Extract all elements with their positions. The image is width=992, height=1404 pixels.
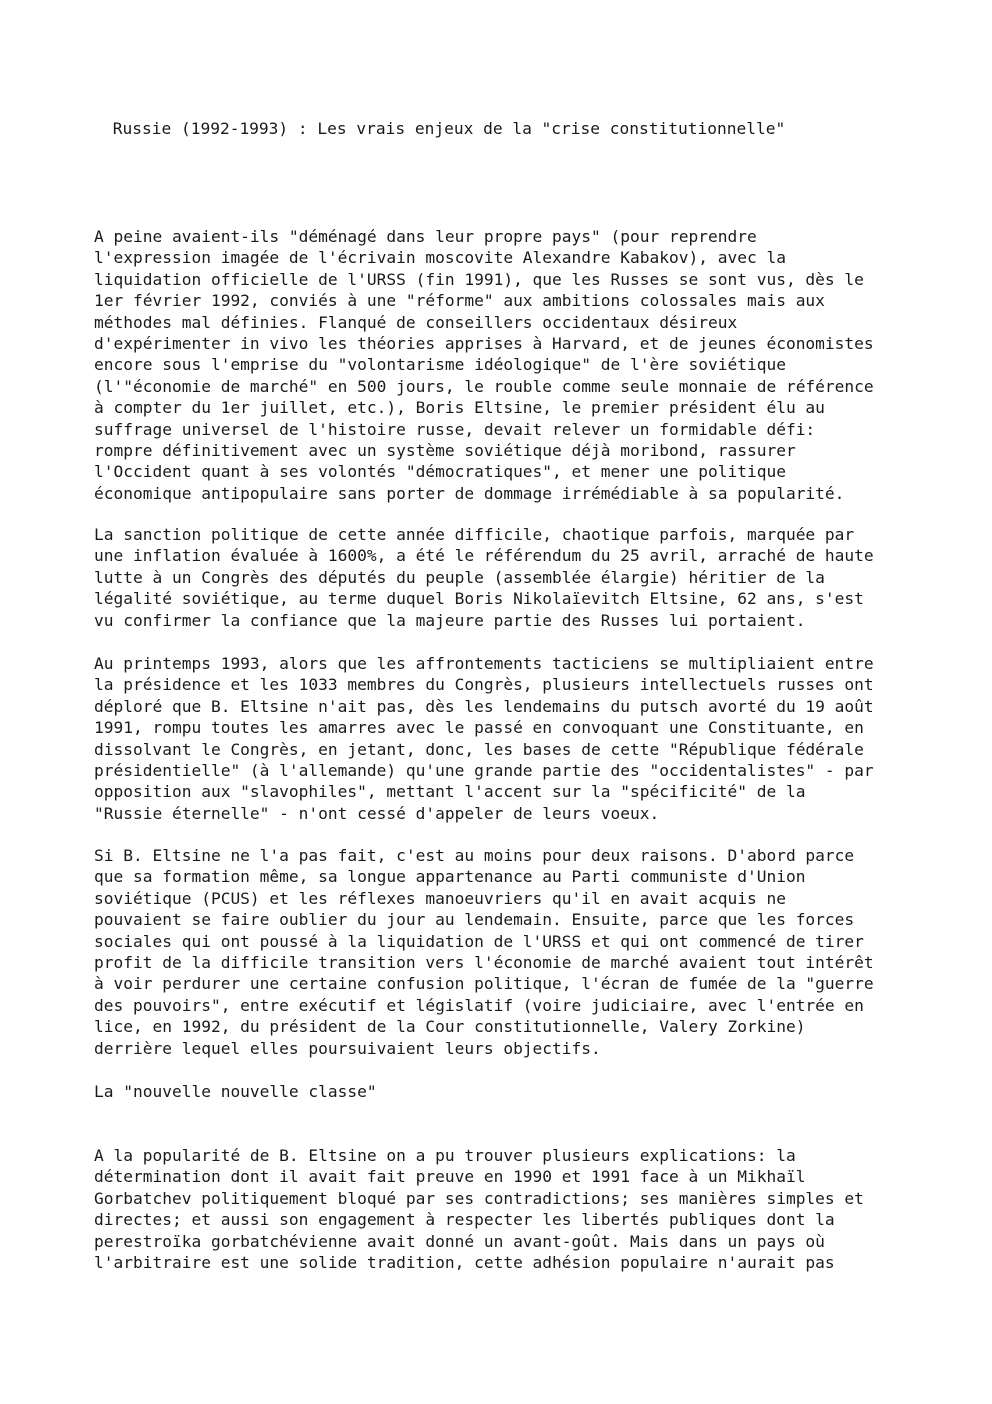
text-line: l'arbitraire est une solide tradition, cette adhésion populaire n'aurait pas (94, 1252, 835, 1272)
text-line: l'expression imagée de l'écrivain moscovite Alexandre Kabakov), avec la (94, 248, 786, 268)
text-line: à voir perdurer une certaine confusion politique, l'écran de fumée de la "guerre (94, 974, 874, 994)
text-line: à compter du 1er juillet, etc.), Boris Eltsine, le premier président élu au (94, 398, 825, 418)
text-line: méthodes mal définies. Flanqué de conseillers occidentaux désireux (94, 312, 738, 332)
text-line: détermination dont il avait fait preuve en 1990 et 1991 face à un Mikhaïl (94, 1167, 806, 1187)
text-line: encore sous l'emprise du "volontarisme idéologique" de l'ère soviétique (94, 355, 786, 375)
text-line: A peine avaient-ils "déménagé dans leur propre pays" (pour reprendre (94, 227, 757, 246)
subheading-text: La "nouvelle nouvelle classe" (94, 1082, 377, 1101)
text-line: Gorbatchev politiquement bloqué par ses contradictions; ses manières simples et (94, 1188, 864, 1208)
text-line: opposition aux "slavophiles", mettant l'accent sur la "spécificité" de la (94, 782, 806, 802)
text-line: la présidence et les 1033 membres du Congrès, plusieurs intellectuels russes ont (94, 675, 874, 695)
section-subheading (94, 1081, 974, 1102)
paragraph (94, 845, 974, 1059)
text-line: lutte à un Congrès des députés du peuple (assemblée élargie) héritier de la (94, 567, 825, 587)
text-line: sociales qui ont poussé à la liquidation de l'URSS et qui ont commencé de tirer (94, 931, 864, 951)
paragraph (94, 1145, 974, 1273)
text-line: perestroïka gorbatchévienne avait donné un avant-goût. Mais dans un pays où (94, 1231, 825, 1251)
text-line: soviétique (PCUS) et les réflexes manoeuvriers qu'il en avait acquis ne (94, 888, 786, 908)
text-line: "Russie éternelle" - n'ont cessé d'appeler de leurs voeux. (94, 803, 660, 823)
text-line: derrière lequel elles poursuivaient leurs objectifs. (94, 1038, 601, 1058)
text-line: vu confirmer la confiance que la majeure partie des Russes lui portaient. (94, 610, 806, 630)
text-line: d'expérimenter in vivo les théories apprises à Harvard, et de jeunes économistes (94, 333, 874, 353)
text-line: Au printemps 1993, alors que les affrontements tacticiens se multipliaient entre (94, 654, 874, 673)
text-line: économique antipopulaire sans porter de dommage irrémédiable à sa popularité. (94, 483, 845, 503)
text-line: 1er février 1992, conviés à une "réforme" aux ambitions colossales mais aux (94, 291, 825, 311)
text-line: pouvaient se faire oublier du jour au lendemain. Ensuite, parce que les forces (94, 910, 855, 930)
paragraph (94, 653, 974, 824)
paragraph (94, 524, 974, 631)
text-line: La sanction politique de cette année difficile, chaotique parfois, marquée par (94, 525, 855, 544)
text-line: que sa formation même, sa longue appartenance au Parti communiste d'Union (94, 867, 806, 887)
document-title: Russie (1992-1993) : Les vrais enjeux de la "crise constitutionnelle" (103, 119, 786, 138)
text-line: suffrage universel de l'histoire russe, devait relever un formidable défi: (94, 419, 816, 439)
paragraph (94, 226, 974, 504)
text-line: profit de la difficile transition vers l'économie de marché avaient tout intérêt (94, 952, 874, 972)
text-line: légalité soviétique, au terme duquel Boris Nikolaïevitch Eltsine, 62 ans, s'est (94, 589, 864, 609)
text-line: lice, en 1992, du président de la Cour constitutionnelle, Valery Zorkine) (94, 1017, 806, 1037)
text-line: l'Occident quant à ses volontés "démocratiques", et mener une politique (94, 462, 786, 482)
text-line: Si B. Eltsine ne l'a pas fait, c'est au moins pour deux raisons. D'abord parce (94, 846, 855, 865)
text-line: directes; et aussi son engagement à respecter les libertés publiques dont la (94, 1210, 835, 1230)
text-line: (l'"économie de marché" en 500 jours, le rouble comme seule monnaie de référence (94, 376, 874, 396)
text-line: dissolvant le Congrès, en jetant, donc, les bases de cette "République fédérale (94, 739, 864, 759)
text-line: présidentielle" (à l'allemande) qu'une grande partie des "occidentalistes" - par (94, 760, 874, 780)
text-line: A la popularité de B. Eltsine on a pu trouver plusieurs explications: la (94, 1146, 796, 1165)
text-line: liquidation officielle de l'URSS (fin 1991), que les Russes se sont vus, dès le (94, 269, 864, 289)
text-line: une inflation évaluée à 1600%, a été le référendum du 25 avril, arraché de haute (94, 546, 874, 566)
text-line: rompre définitivement avec un système soviétique déjà moribond, rassurer (94, 440, 796, 460)
text-line: déploré que B. Eltsine n'ait pas, dès les lendemains du putsch avorté du 19 août (94, 696, 874, 716)
text-line: des pouvoirs", entre exécutif et législatif (voire judiciaire, avec l'entrée en (94, 995, 864, 1015)
text-line: 1991, rompu toutes les amarres avec le passé en convoquant une Constituante, en (94, 718, 864, 738)
